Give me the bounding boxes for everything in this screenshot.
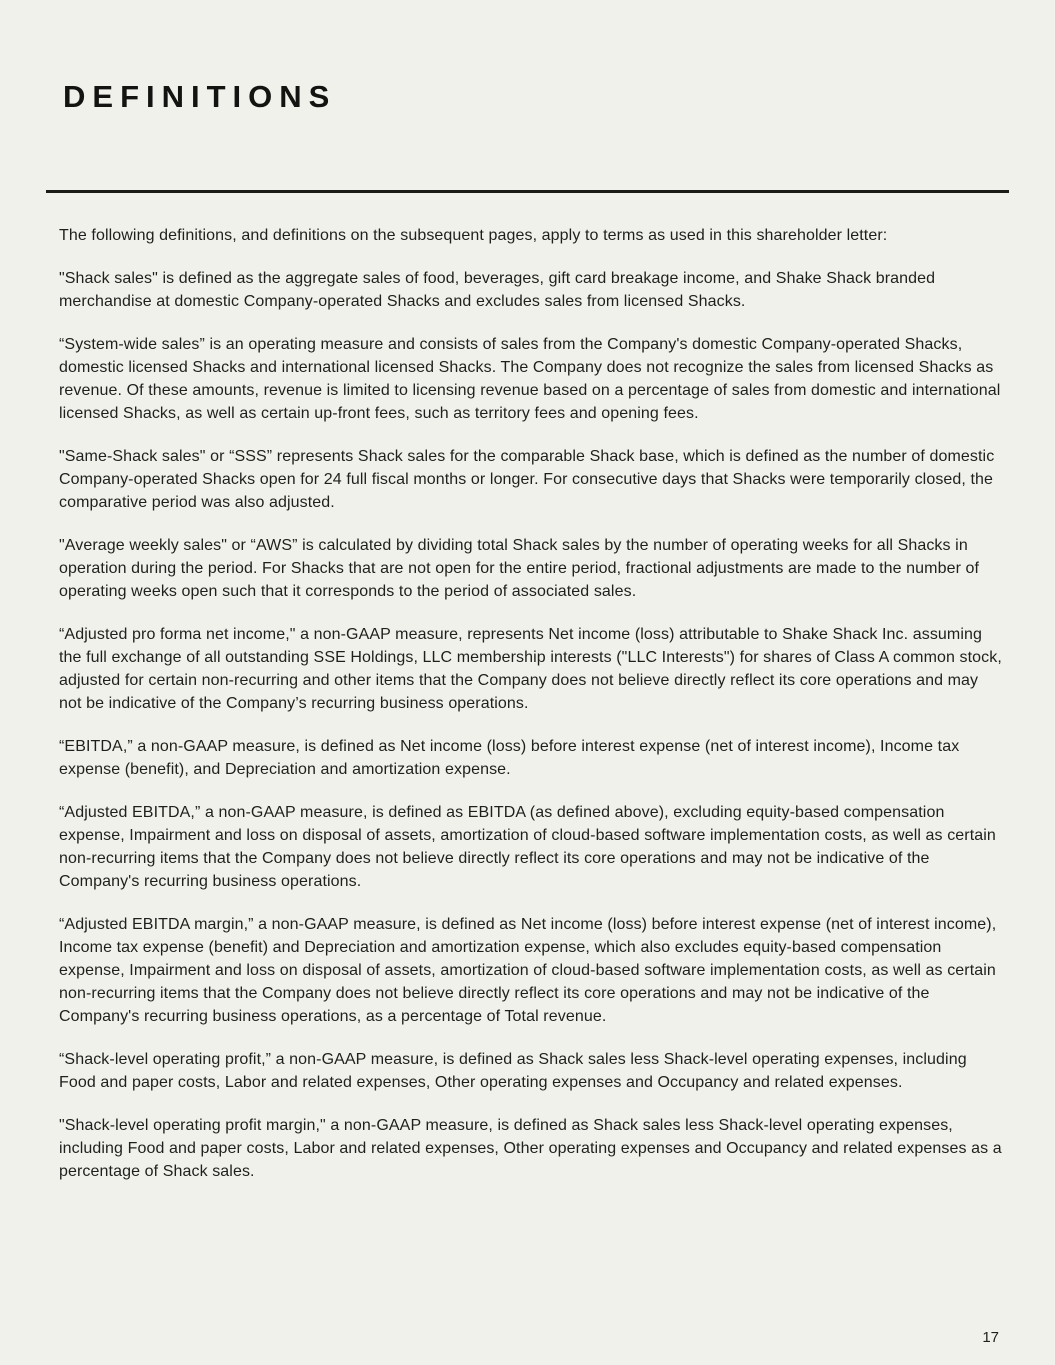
def-ebitda: “EBITDA,” a non-GAAP measure, is defined as Net income (loss) before interest expense (net of interest income), Income tax expense (benefit), and Depreciation and amortization expense.	[59, 738, 960, 779]
page-number: 17	[982, 1329, 999, 1346]
def-system-wide-sales: “System-wide sales” is an operating measure and consists of sales from the Company's domestic Company-operated Shacks, domestic licensed Shacks and international licensed Shacks. The Company does not recognize the sales from licensed Shacks as revenue. Of these amounts, revenue is limited to licensing revenue based on a percentage of sales from domestic and international licensed Shacks, as well as certain up-front fees, such as territory fees and opening fees.	[59, 336, 1001, 423]
intro-line: The following definitions, and definitions on the subsequent pages, apply to terms as used in this shareholder letter:	[59, 227, 888, 245]
definitions-body	[59, 224, 1005, 1183]
def-adjusted-pro-forma-net-income: “Adjusted pro forma net income," a non-GAAP measure, represents Net income (loss) attributable to Shake Shack Inc. assuming the full exchange of all outstanding SSE Holdings, LLC membership interests ("LLC Interests") for shares of Class A common stock, adjusted for certain non-recurring and other items that the Company does not believe directly reflect its core operations and may not be indicative of the Company’s recurring business operations.	[59, 626, 1002, 713]
def-adjusted-ebitda: “Adjusted EBITDA,” a non-GAAP measure, is defined as EBITDA (as defined above), excluding equity-based compensation expense, Impairment and loss on disposal of assets, amortization of cloud-based software implementation costs, as well as certain non-recurring items that the Company does not believe directly reflect its core operations and may not be indicative of the Company's recurring business operations.	[59, 804, 996, 891]
def-adjusted-ebitda-margin: “Adjusted EBITDA margin,” a non-GAAP measure, is defined as Net income (loss) before interest expense (net of interest income), Income tax expense (benefit) and Depreciation and amortization expense, which also excludes equity-based compensation expense, Impairment and loss on disposal of assets, amortization of cloud-based software implementation costs, as well as certain non-recurring items that the Company does not believe directly reflect its core operations and may not be indicative of the Company's recurring business operations, as a percentage of Total revenue.	[59, 916, 997, 1026]
def-shack-level-operating-profit-margin: "Shack-level operating profit margin," a non-GAAP measure, is defined as Shack sales less Shack-level operating expenses, including Food and paper costs, Labor and related expenses, Other operating expenses and Occupancy and related expenses as a percentage of Shack sales.	[59, 1117, 1002, 1181]
page-title: DEFINITIONS	[63, 79, 337, 114]
def-shack-level-operating-profit: “Shack-level operating profit,” a non-GAAP measure, is defined as Shack sales less Shack-level operating expenses, including Food and paper costs, Labor and related expenses, Other operating expenses and Occupancy and related expenses.	[59, 1051, 967, 1092]
section-divider	[46, 190, 1009, 193]
def-average-weekly-sales: "Average weekly sales" or “AWS” is calculated by dividing total Shack sales by the number of operating weeks for all Shacks in operation during the period. For Shacks that are not open for the entire period, fractional adjustments are made to the number of operating weeks open such that it corresponds to the period of associated sales.	[59, 537, 980, 601]
def-same-shack-sales: "Same-Shack sales" or “SSS” represents Shack sales for the comparable Shack base, which is defined as the number of domestic Company-operated Shacks open for 24 full fiscal months or longer. For consecutive days that Shacks were temporarily closed, the comparative period was also adjusted.	[59, 448, 995, 512]
def-shack-sales: "Shack sales" is defined as the aggregate sales of food, beverages, gift card breakage income, and Shake Shack branded merchandise at domestic Company-operated Shacks and excludes sales from licensed Shacks.	[59, 270, 936, 311]
